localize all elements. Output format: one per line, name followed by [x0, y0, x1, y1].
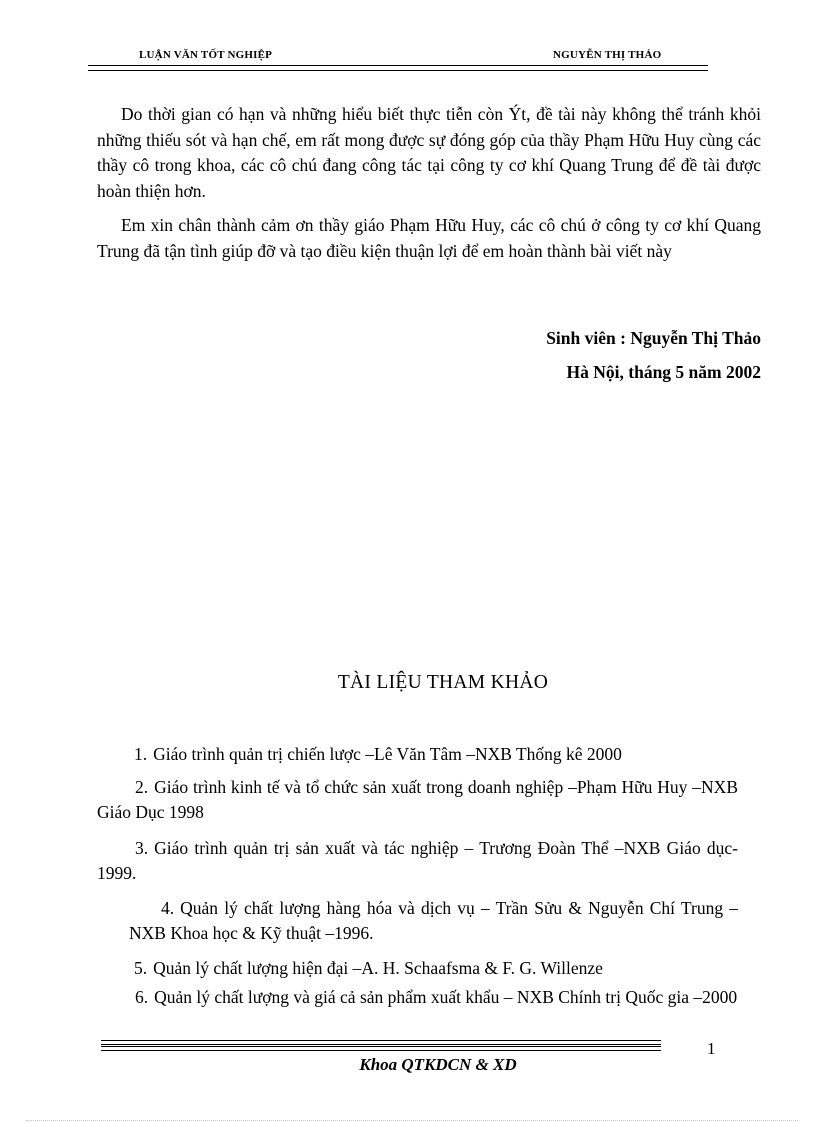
signature-student: Sinh viên : Nguyễn Thị Thảo [546, 328, 761, 348]
footer-rule-top [101, 1040, 661, 1045]
reference-item: 5. Quản lý chất lượng hiện đại –A. H. Schaafsma & F. G. Willenze [134, 958, 603, 978]
footer-rule-bottom [101, 1046, 661, 1051]
reference-item: 1. Giáo trình quản trị chiến lược –Lê Văn Tâm –NXB Thống kê 2000 [134, 744, 622, 764]
reference-item: 4. Quản lý chất lượng hàng hóa và dịch vụ – Trần Sửu & Nguyễn Chí Trung –NXB Khoa học & Kỹ thuật –1996. [129, 898, 738, 943]
paragraph-thanks: Em xin chân thành cảm ơn thầy giáo Phạm Hữu Huy, các cô chú ở công ty cơ khí Quang Trung đã tận tình giúp đỡ và tạo điều kiện thuận lợi để em hoàn thành bài viết này [97, 215, 761, 261]
reference-item: 2. Giáo trình kinh tế và tổ chức sản xuất trong doanh nghiệp –Phạm Hữu Huy –NXB Giáo Dục 1998 [97, 777, 738, 822]
header-right: NGUYỄN THỊ THẢO [553, 49, 662, 61]
reference-item: 3. Giáo trình quản trị sản xuất và tác nghiệp – Trương Đoàn Thể –NXB Giáo dục-1999. [97, 838, 738, 883]
reference-item: 6. Quản lý chất lượng và giá cả sản phẩm xuất khẩu – NXB Chính trị Quốc gia –2000 [135, 987, 738, 1007]
header-rule [88, 65, 708, 71]
paragraph-limitations: Do thời gian có hạn và những hiểu biết thực tiễn còn Ýt, đề tài này không thể tránh khỏi những thiếu sót và hạn chế, em rất mong được sự đóng góp của thầy Phạm Hữu Huy cùng các thầy cô trong khoa, các cô chú đang công tác tại công ty cơ khí Quang Trung để đề tài được hoàn thiện hơn. [97, 104, 761, 201]
footer-department: Khoa QTKDCN & XD [359, 1055, 517, 1074]
page-number: 1 [707, 1039, 716, 1058]
header-left: LUẬN VĂN TỐT NGHIỆP [139, 49, 273, 61]
signature-date: Hà Nội, tháng 5 năm 2002 [566, 362, 761, 382]
page-edge [26, 1120, 798, 1121]
references-title: TÀI LIỆU THAM KHẢO [337, 672, 549, 693]
